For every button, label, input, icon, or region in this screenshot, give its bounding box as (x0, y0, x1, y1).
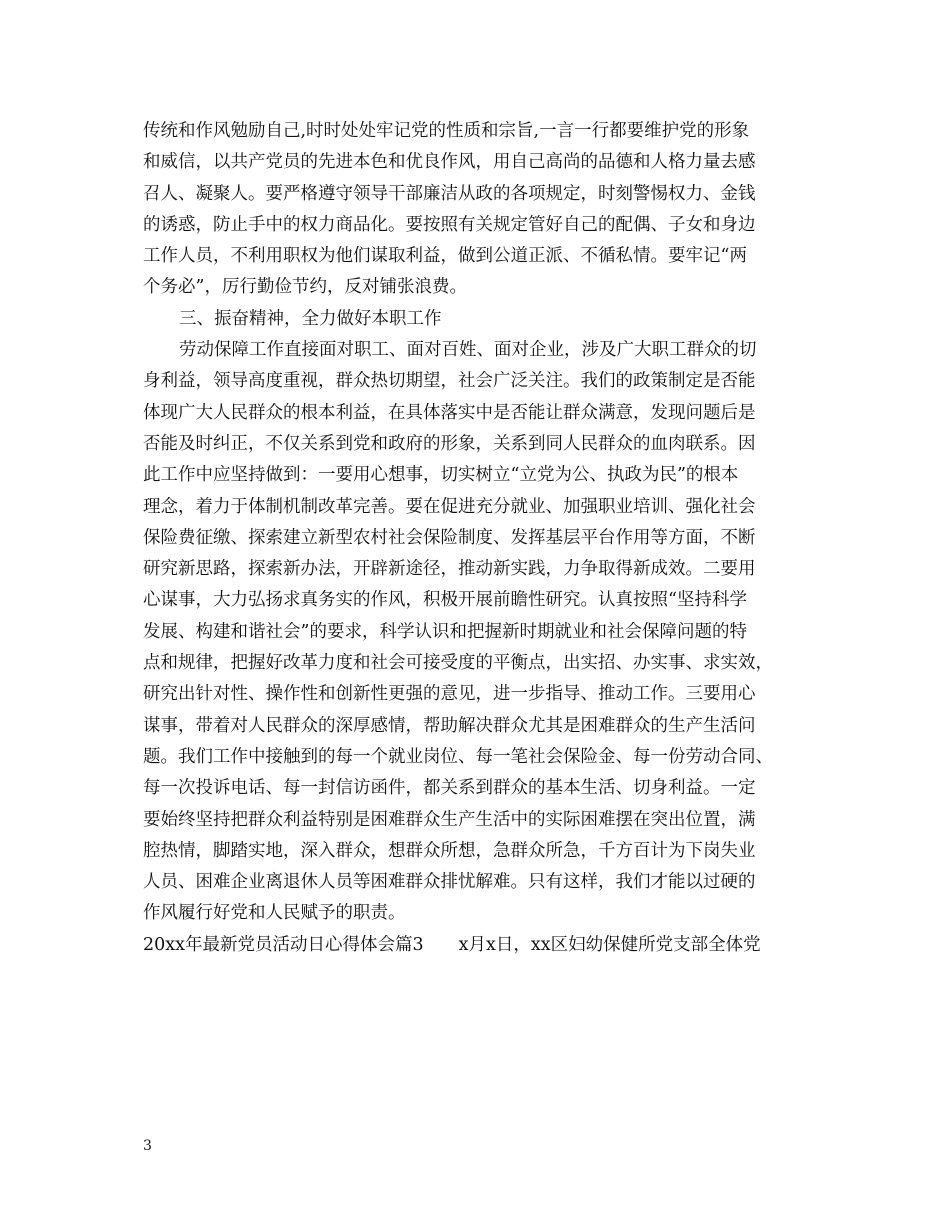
text-line: 三、振奋精神，全力做好本职工作 (179, 308, 442, 329)
text-line: 召人、凝聚人。要严格遵守领导干部廉洁从政的各项规定，时刻警惕权力、金钱 (143, 183, 756, 204)
text-line: 谋事，带着对人民群众的深厚感情，帮助解决群众尤其是困难群众的生产生活问 (143, 715, 756, 736)
text-line: 和威信，以共产党员的先进本色和优良作风，用自己高尚的品德和人格力量去感 (143, 152, 756, 173)
text-line: 发展、构建和谐社会”的要求，科学认识和把握新时期就业和社会保障问题的特 (143, 621, 747, 642)
text-line: 题。我们工作中接触到的每一个就业岗位、每一笔社会保险金、每一份劳动合同、 (143, 746, 773, 767)
text-line: 心谋事，大力弘扬求真务实的作风，积极开展前瞻性研究。认真按照“坚持科学 (143, 590, 747, 611)
text-line: 每一次投诉电话、每一封信访函件，都关系到群众的基本生活、切身利益。一定 (143, 778, 756, 799)
body-text (143, 116, 823, 961)
page-number: 3 (143, 1138, 152, 1154)
text-line: 否能及时纠正，不仅关系到党和政府的形象，关系到同人民群众的血肉联系。因 (143, 433, 756, 454)
text-line: 研究出针对性、操作性和创新性更强的意见，进一步指导、推动工作。三要用心 (143, 684, 756, 705)
text-line: 身利益，领导高度重视，群众热切期望，社会广泛关注。我们的政策制定是否能 (143, 371, 756, 392)
text-line: 此工作中应坚持做到：一要用心想事，切实树立“立党为公、执政为民”的根本 (143, 465, 739, 486)
text-line: 人员、困难企业离退休人员等困难群众排忧解难。只有这样，我们才能以过硬的 (143, 872, 756, 893)
text-line: 理念，着力于体制机制改革完善。要在促进充分就业、加强职业培训、强化社会 (143, 496, 756, 517)
text-line: 20xx年最新党员活动日心得体会篇3 x月x日，xx区妇幼保健所党支部全体党 (143, 934, 761, 955)
text-line: 点和规律，把握好改革力度和社会可接受度的平衡点，出实招、办实事、求实效， (143, 653, 773, 674)
text-line: 作风履行好党和人民赋予的职责。 (143, 903, 406, 924)
text-line: 个务必”，厉行勤俭节约，反对铺张浪费。 (143, 277, 467, 298)
text-line: 工作人员，不利用职权为他们谋取利益，做到公道正派、不循私情。要牢记“两 (143, 246, 747, 267)
text-line: 研究新思路，探索新办法，开辟新途径，推动新实践，力争取得新成效。二要用 (143, 559, 756, 580)
text-line: 传统和作风勉励自己,时时处处牢记党的性质和宗旨,一言一行都要维护党的形象 (143, 121, 750, 141)
text-line: 体现广大人民群众的根本利益，在具体落实中是否能让群众满意，发现问题后是 (143, 402, 756, 423)
text-line: 腔热情，脚踏实地，深入群众，想群众所想，急群众所急，千方百计为下岗失业 (143, 840, 756, 861)
text-line: 保险费征缴、探索建立新型农村社会保险制度、发挥基层平台作用等方面，不断 (143, 527, 756, 548)
text-line: 的诱惑，防止手中的权力商品化。要按照有关规定管好自己的配偶、子女和身边 (143, 214, 756, 235)
text-line: 劳动保障工作直接面对职工、面对百姓、面对企业，涉及广大职工群众的切 (179, 340, 757, 361)
text-line: 要始终坚持把群众利益特别是困难群众生产生活中的实际困难摆在突出位置，满 (143, 809, 756, 830)
